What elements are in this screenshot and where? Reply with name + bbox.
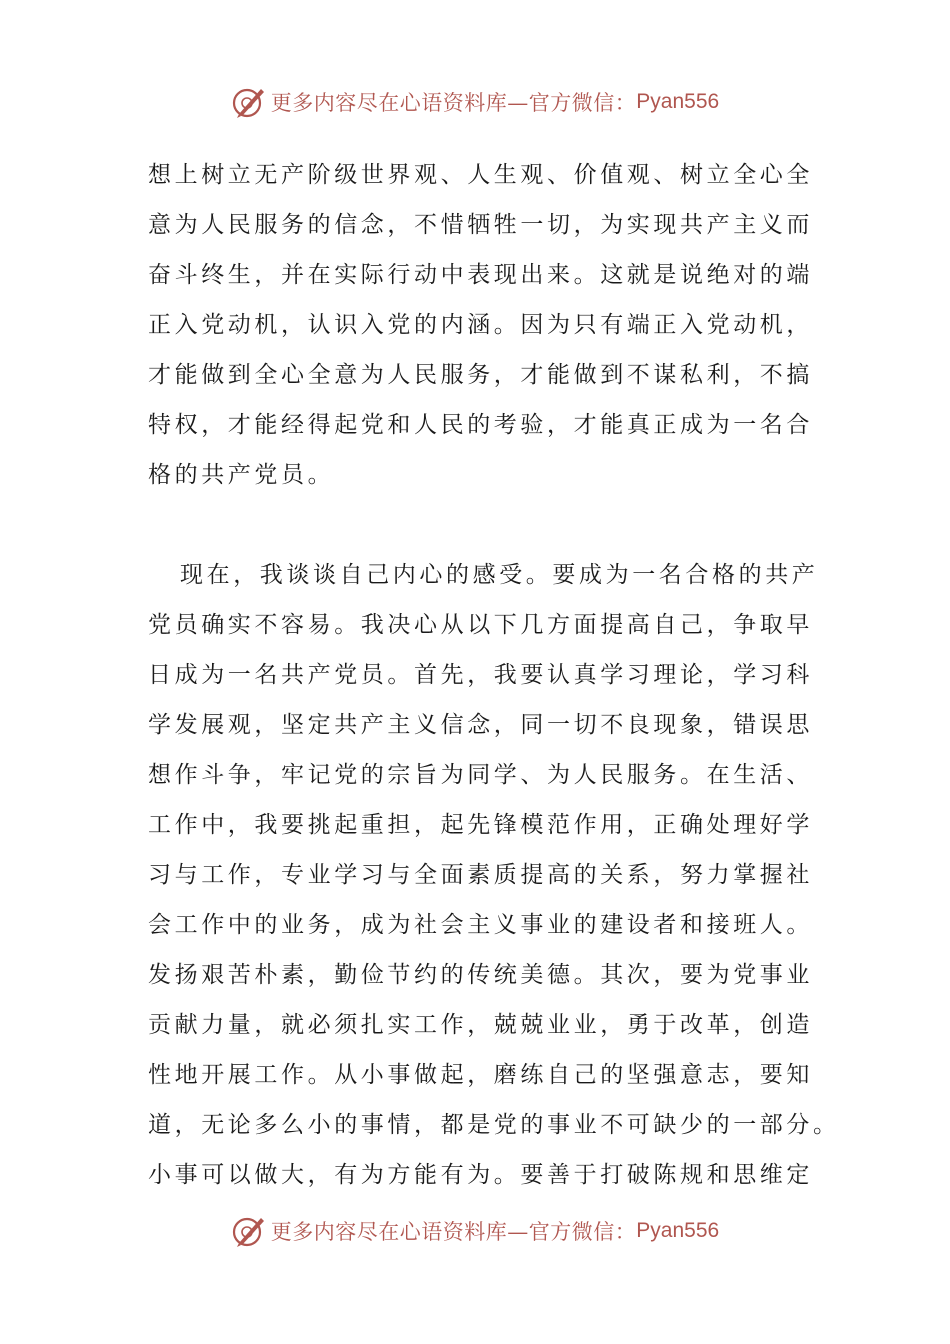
text-line: 学发展观，坚定共产主义信念，同一切不良现象，错误思 [148,712,813,738]
pen-on-circle-icon [231,1213,267,1249]
text-line: 日成为一名共产党员。首先，我要认真学习理论，学习科 [148,662,813,688]
footer-banner [0,1209,950,1253]
paragraph-2 [148,550,840,1200]
text-line: 工作中，我要挑起重担，起先锋模范作用，正确处理好学 [148,812,813,838]
text-line: 奋斗终生，并在实际行动中表现出来。这就是说绝对的端 [148,262,813,288]
text-line: 正入党动机，认识入党的内涵。因为只有端正入党动机， [148,312,813,338]
text-line: 才能做到全心全意为人民服务，才能做到不谋私利，不搞 [148,362,813,388]
text-line: 贡献力量，就必须扎实工作，兢兢业业，勇于改革，创造 [148,1012,813,1038]
text-line: 现在，我谈谈自己内心的感受。要成为一名合格的共产 [180,562,819,588]
text-line: 会工作中的业务，成为社会主义事业的建设者和接班人。 [148,912,813,938]
text-line: 性地开展工作。从小事做起，磨练自己的坚强意志，要知 [148,1062,813,1088]
text-line: 习与工作，专业学习与全面素质提高的关系，努力掌握社 [148,862,813,888]
text-line: 特权，才能经得起党和人民的考验，才能真正成为一名合 [148,412,813,438]
header-banner [0,80,950,124]
text-line: 发扬艰苦朴素，勤俭节约的传统美德。其次，要为党事业 [148,962,813,988]
text-line: 小事可以做大，有为方能有为。要善于打破陈规和思维定 [148,1162,813,1188]
text-line: 意为人民服务的信念，不惜牺牲一切，为实现共产主义而 [148,212,813,238]
header-wechat-id: Pyan556 [636,90,720,113]
text-line: 党员确实不容易。我决心从以下几方面提高自己，争取早 [148,612,813,638]
text-line: 格的共产党员。 [148,462,335,488]
footer-wechat-id: Pyan556 [636,1219,720,1242]
text-line: 想上树立无产阶级世界观、人生观、价值观、树立全心全 [148,162,813,188]
header-banner-text: 更多内容尽在心语资料库—官方微信： [270,91,637,115]
footer-banner-text: 更多内容尽在心语资料库—官方微信： [270,1220,637,1244]
text-line: 道，无论多么小的事情，都是党的事业不可缺少的一部分。 [148,1112,840,1138]
document-body [148,150,840,1200]
paragraph-1 [148,150,813,500]
text-line: 想作斗争，牢记党的宗旨为同学、为人民服务。在生活、 [148,762,813,788]
pen-on-circle-icon [231,84,267,120]
